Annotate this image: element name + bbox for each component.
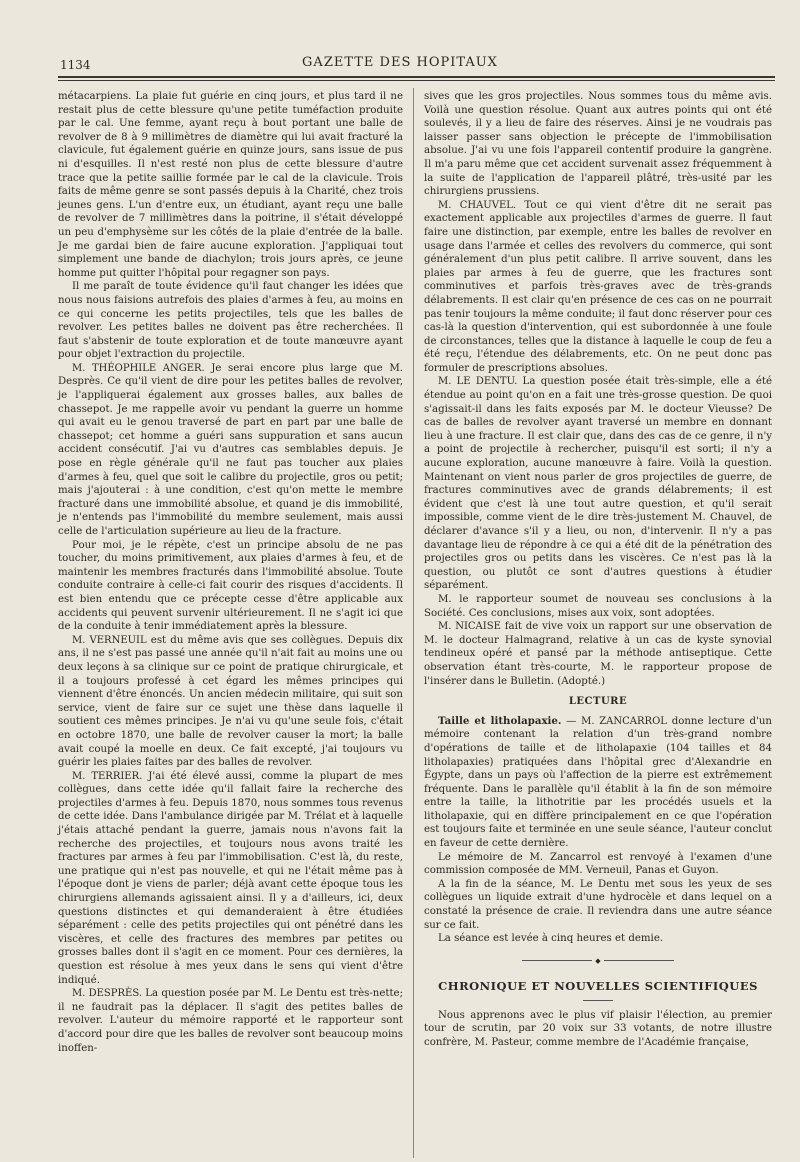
speech-text: J'ai été élevé aussi, comme la plupart de mes collègues, dans cette idée qu'il fallait faire la recherche des projectiles d'armes à feu. Depuis 1870, nous sommes tous revenus de cette idée. Dans l'ambulance dirigée par M. Trélat et à laquelle j'étais attaché pendant la guerre, jamais nous n'avons fait la recherche des projectiles, et toujours nous avons traité les fractures par armes à feu par l'immobilisation. C'est là, du reste, une pratique qui n'est pas nouvelle, et qui ne l'était même pas à l'époque dont je viens de parler; déjà avant cette époque tous les chirurgiens allemands agissaient ainsi. Il y a d'ailleurs, ici, deux questions distinctes et qui demanderaient à être étudiées séparément : celle des petits projectiles qui ont pénétré dans les viscères, et celle des fractures des membres par petites ou grosses balles dont il s'agit en ce moment. Pour ces dernières, la question est résolue à mes yeux dans le sens qui vient d'être indiqué. (58, 770, 403, 986)
left-column (58, 90, 403, 1055)
speaker-paragraph (58, 634, 403, 770)
speaker-name: M. THÉOPHILE ANGER. (72, 362, 205, 374)
speech-text: La question posée était très-simple, elle a été étendue au point qu'on en a fait une très-grosse question. De quoi s'agissait-il dans les faits exposés par M. le docteur Vieusse? De cas de balles de revolver ayant traversé un membre en donnant lieu à une fracture. Il est clair que, dans des cas de ce genre, il n'y a point de projectile à rechercher, puisqu'il est sorti; il n'y a aucune exploration, aucune manœuvre à faire. Voilà la question. Maintenant on vient nous parler de gros projectiles de guerre, de fractures comminutives avec de grands délabrements; il est évident que c'est là une tout autre question, et qu'il serait impossible, comme vient de le dire très-justement M. Chauvel, de déclarer d'avance s'il y a lieu, ou non, d'intervenir. Il n'y a pas davantage lieu de répondre à ce qui a été dit de la pénétration des projectiles gros ou petits dans les viscères. Ce n'est pas là la question, ou plutôt ce sont d'autres questions à étudier séparément. (424, 376, 772, 592)
column-divider (413, 88, 414, 1158)
speaker-name: M. TERRIER. (72, 770, 143, 782)
paragraph: sives que les gros projectiles. Nous sommes tous du même avis. Voilà une question résolue. Quant aux autres points qui ont été soulevés, il y a lieu de faire des réserves. Ainsi je ne voudrais pas laisser passer sans objection le précepte de l'immobilisation absolue. J'ai vu une fois l'appareil contentif produire la gangrène. Il m'a paru même que cet accident survenait assez fréquemment à la suite de l'application de l'appareil plâtré, très-usité par les chirurgiens prussiens. (424, 91, 772, 198)
speaker-paragraph (58, 770, 403, 988)
speech-text: La question posée par M. Le Dentu est très-nette; il ne faudrait pas la déplacer. Il s'agit des petites balles de revolver. L'auteur du mémoire rapporté et le rapporteur sont d'accord pour dire que les balles de revolver sont beaucoup moins inoffen- (58, 988, 404, 1054)
header-rule-thin (58, 80, 775, 81)
speaker-name: M. VERNEUIL (72, 634, 147, 646)
speaker-name: M. ZANCARROL (581, 715, 667, 727)
paragraph: La séance est levée à cinq heures et demie. (438, 933, 664, 945)
speech-text: est du même avis que ses collègues. Depuis dix ans, il ne s'est pas passé une année qu'il n'ait fait au moins une ou deux leçons à sa clinique sur ce point de pratique chirurgicale, et il a toujours professé à cet égard les mêmes principes qui viennent d'être énoncés. Un ancien médecin militaire, qui suit son service, vient de faire sur ce sujet une thèse dans laquelle il soutient ces mêmes principes. Je n'ai vu qu'une seule fois, c'était en octobre 1870, une balle de revolver causer la mort; la balle avait coupé la moelle en deux. Ce fait excepté, j'ai toujours vu guérir les plaies faites par des balles de revolver. (58, 634, 404, 769)
speaker-paragraph (424, 199, 772, 376)
speaker-paragraph (424, 620, 772, 688)
speaker-paragraph (58, 987, 403, 1055)
speech-text: Tout ce qui vient d'être dit ne serait pas exactement applicable aux projectiles d'armes de guerre. Il faut faire une distinction, par exemple, entre les balles de revolver en usage dans l'armée et celles des revolvers du commerce, qui sont généralement d'un plus petit calibre. Il arrive souvent, dans les plaies par armes à feu de guerre, que les fractures sont comminutives et parfois très-graves avec de très-grands délabrements. Il est clair qu'en présence de ces cas on ne pourrait pas tenir toujours la même conduite; il faut donc réserver pour ces cas-là la question d'intervention, qui est subordonnée à une foule de circonstances, telles que la distance à laquelle le coup de feu a été reçu, l'étendue des délabrements, etc. On ne peut donc pas formuler de prescriptions absolues. (424, 199, 772, 374)
speaker-name: M. CHAUVEL. (438, 199, 517, 211)
paragraph: Il me paraît de toute évidence qu'il faut changer les idées que nous nous faisions autrefois des plaies d'armes à feu, au moins en ce qui concerne les petits projectiles, tels que les balles de revolver. Les petites balles ne doivent pas être recherchées. Il faut s'abstenir de toute exploration et de toute manœuvre ayant pour objet l'extraction du projectile. (58, 281, 403, 361)
speaker-name: M. LE DENTU. (438, 376, 518, 388)
section-title: LECTURE (568, 696, 628, 708)
short-rule (583, 1000, 613, 1001)
paragraph: A la fin de la séance, M. Le Dentu met sous les yeux de ses collègues un liquide extrait d'une hydrocèle et dans lequel on a constaté la présence de craie. Il reviendra dans une autre séance sur ce fait. (424, 878, 772, 931)
paragraph: Pour moi, je le répète, c'est un principe absolu de ne pas toucher, du moins primitivement, aux plaies d'armes à feu, et de maintenir les membres fracturés dans l'immobilité absolue. Toute conduite contraire à celle-ci fait courir des risques d'accidents. Il est bien entendu que ce précepte cesse d'être applicable aux accidents qui peuvent survenir ultérieurement. Il ne s'agit ici que de la conduite à tenir immédiatement après la blessure. (58, 539, 403, 633)
speaker-paragraph (58, 362, 403, 539)
chronique-title: CHRONIQUE ET NOUVELLES SCIENTIFIQUES (438, 979, 758, 994)
speech-text: Je serai encore plus large que M. Desprès. Ce qu'il vient de dire pour les petites balles de revolver, je l'appliquerai également aux grosses balles, aux balles de chassepot. Je me rappelle avoir vu pendant la guerre un homme qui avait eu le genou traversé de part en part par une balle de chassepot; cet homme a guéri sans suppuration et sans aucun accident consécutif. J'ai vu d'autres cas semblables depuis. Je pose en règle générale qu'il ne faut pas toucher aux plaies d'armes à feu, quel que soit le calibre du projectile, gros ou petit; mais j'ajouterai : à une condition, c'est qu'on mette le membre fracturé dans une immobilité absolue, et quand je dis immobilité, je n'entends pas l'immobilité du membre seulement, mais aussi celle de l'articulation supérieure au lieu de la fracture. (58, 362, 403, 537)
header-rule (58, 76, 775, 78)
speaker-paragraph (424, 375, 772, 593)
speech-text: donne lecture d'un mémoire contenant la relation d'un très-grand nombre d'opérations de taille et de litholapaxie (104 tailles et 84 litholapaxies) pratiquées dans l'hôpital grec d'Alexandrie en Égypte, dans un pays où l'affection de la pierre est extrêmement fréquente. Dans le parallèle qu'il établit à la fin de son mémoire entre la taille, la lithotritie par les procédés usuels et la litholapaxie, qui en diffère principalement en ce que l'opération est toujours faite et terminée en une seule séance, l'auteur conclut en faveur de cette dernière. (424, 715, 772, 850)
article-paragraph (424, 715, 772, 851)
article-dash: — (561, 715, 582, 727)
speech-text: fait de vive voix un rapport sur une observation de M. le docteur Halmagrand, relative à un cas de kyste synovial tendineux opéré et pansé par la méthode antiseptique. Cette observation étant très-courte, M. le rapporteur propose de l'insérer dans le Bulletin. (Adopté.) (424, 621, 773, 687)
ornament-divider: ◆ (424, 954, 772, 968)
article-title: Taille et litholapaxie. (438, 714, 562, 727)
speaker-name: M. DESPRÈS. (72, 988, 143, 1000)
page-number: 1134 (60, 58, 91, 72)
paragraph: Le mémoire de M. Zancarrol est renvoyé à l'examen d'une commission composée de MM. Verneuil, Panas et Guyon. (424, 851, 772, 877)
paragraph: M. le rapporteur soumet de nouveau ses conclusions à la Société. Ces conclusions, mises aux voix, sont adoptées. (424, 593, 772, 619)
journal-title: GAZETTE DES HOPITAUX (302, 55, 498, 70)
right-column (424, 90, 772, 1050)
speaker-name: M. NICAISE (438, 621, 501, 633)
page-header (0, 48, 800, 78)
paragraph: Nous apprenons avec le plus vif plaisir l'élection, au premier tour de scrutin, par 20 voix sur 33 votants, de notre illustre confrère, M. Pasteur, comme membre de l'Académie française, (424, 1009, 772, 1048)
paragraph: métacarpiens. La plaie fut guérie en cinq jours, et plus tard il ne restait plus de cette blessure qu'une petite tuméfaction produite par le cal. Une femme, ayant reçu à bout portant une balle de revolver de 8 à 9 millimètres de diamètre qui lui avait fracturé la clavicule, fut également guérie en quinze jours, sans issue de pus ni d'esquilles. Il n'est resté non plus de cette blessure d'autre trace que la petite saillie formée par le cal de la clavicule. Trois faits de même genre se sont passés depuis à la Charité, chez trois jeunes gens. L'un d'entre eux, un étudiant, ayant reçu une balle de revolver de 7 millimètres dans la poitrine, il s'était développé un peu d'emphysème sur les côtés de la plaie d'entrée de la balle. Je me gardai bien de faire aucune exploration. J'appliquai tout simplement une bande de diachylon; trois jours après, ce jeune homme put quitter l'hôpital pour regagner son pays. (58, 91, 403, 279)
